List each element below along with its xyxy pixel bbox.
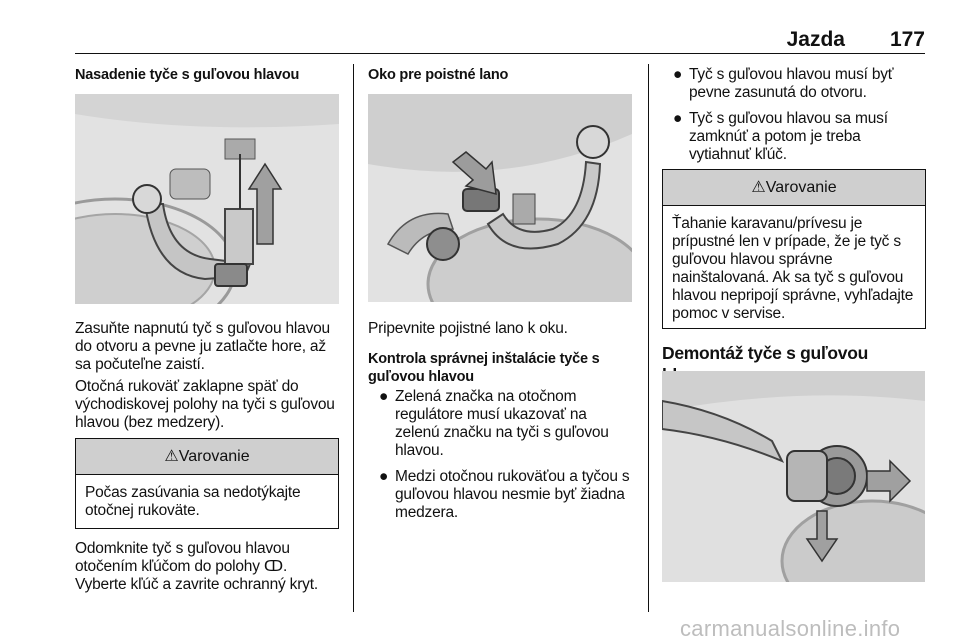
cable-eye-drawing — [368, 94, 632, 302]
warning-triangle-icon: ⚠ — [164, 448, 179, 465]
check-installation-list — [368, 388, 635, 522]
warning-title: Varovanie — [765, 179, 837, 196]
column-middle-text — [368, 320, 635, 522]
column-right — [662, 66, 925, 164]
paragraph-handle-snaps-back: Otočná rukoväť zaklapne späť do východiskovej polohy na tyči s guľovou hlavou (bez medzery). — [75, 378, 335, 431]
illustration-ball-bar-removal — [662, 371, 925, 582]
heading-ball-bar-removal: Demontáž tyče s guľovou — [662, 343, 868, 363]
bullet-icon: ● — [379, 388, 389, 405]
warning-header-right — [663, 170, 925, 206]
heading-check-installation: Kontrola správnej inštalácie tyče s guľovou hlavou — [368, 351, 600, 385]
header-rule — [75, 53, 925, 54]
warning-title: Varovanie — [178, 448, 250, 465]
list-item: ● Medzi otočnou rukoväťou a tyčou s guľovou hlavou nesmie byť žiadna medzera. — [379, 468, 630, 521]
column-left-bottom-text — [75, 540, 340, 594]
warning-triangle-icon: ⚠ — [751, 179, 766, 196]
watermark: carmanualsonline.info — [680, 616, 901, 641]
towbar-insertion-drawing — [75, 94, 339, 304]
heading-safety-cable-eye: Oko pre poistné lano — [368, 67, 509, 83]
page-header — [75, 28, 925, 52]
warning-body-right — [663, 206, 925, 331]
section-title: Jazda — [786, 28, 845, 51]
lock-position-icon: ↀ — [263, 558, 283, 575]
paragraph-attach-cable: Pripevnite pojistné lano k oku. — [368, 320, 568, 337]
warning-header-left — [76, 439, 338, 475]
paragraph-insert-bar: Zasuňte napnutú tyč s guľovou hlavou do otvoru a pevne ju zatlačte hore, až sa počuteľne zaistí. — [75, 320, 330, 373]
towbar-removal-drawing — [662, 371, 925, 582]
warning-body-left — [76, 475, 338, 528]
page-number: 177 — [889, 28, 925, 51]
requirements-list — [662, 66, 925, 164]
illustration-ball-bar-insertion — [75, 94, 339, 304]
warning-box-right — [662, 169, 926, 329]
bullet-icon: ● — [673, 66, 683, 83]
bullet-icon: ● — [379, 468, 389, 485]
column-divider-2 — [648, 64, 649, 612]
list-item: ● Tyč s guľovou hlavou musí byť pevne zasunutá do otvoru. — [673, 66, 894, 101]
warning-text-left: Počas zasúvania sa nedotýkajte otočnej rukoväte. — [85, 484, 301, 519]
warning-text-right: Ťahanie karavanu/prívesu je prípustné len v prípade, že je tyč s guľovou hlavou správne nainštalovaná. Ak sa tyč s guľovou hlavou nepripojí správne, vyhľadajte pomoc v servise. — [672, 215, 914, 322]
heading-ball-bar-fitting: Nasadenie tyče s guľovou hlavou — [75, 67, 300, 83]
warning-box-left — [75, 438, 339, 529]
list-item: ● Tyč s guľovou hlavou sa musí zamknúť a potom je treba vytiahnuť kľúč. — [673, 110, 888, 163]
paragraph-unlock-bar: Odomknite tyč s guľovou hlavou otočením kľúčom do polohy ↀ. — [75, 540, 290, 575]
column-left-text — [75, 320, 340, 432]
illustration-safety-cable-eye — [368, 94, 632, 302]
column-divider-1 — [353, 64, 354, 612]
column-middle — [368, 66, 635, 84]
column-left — [75, 66, 340, 84]
paragraph-remove-key: Vyberte kľúč a zavrite ochranný kryt. — [75, 576, 318, 593]
bullet-icon: ● — [673, 110, 683, 127]
list-item: ● Zelená značka na otočnom regulátore musí ukazovať na zelenú značku na tyči s guľovou hlavou. — [379, 388, 609, 459]
